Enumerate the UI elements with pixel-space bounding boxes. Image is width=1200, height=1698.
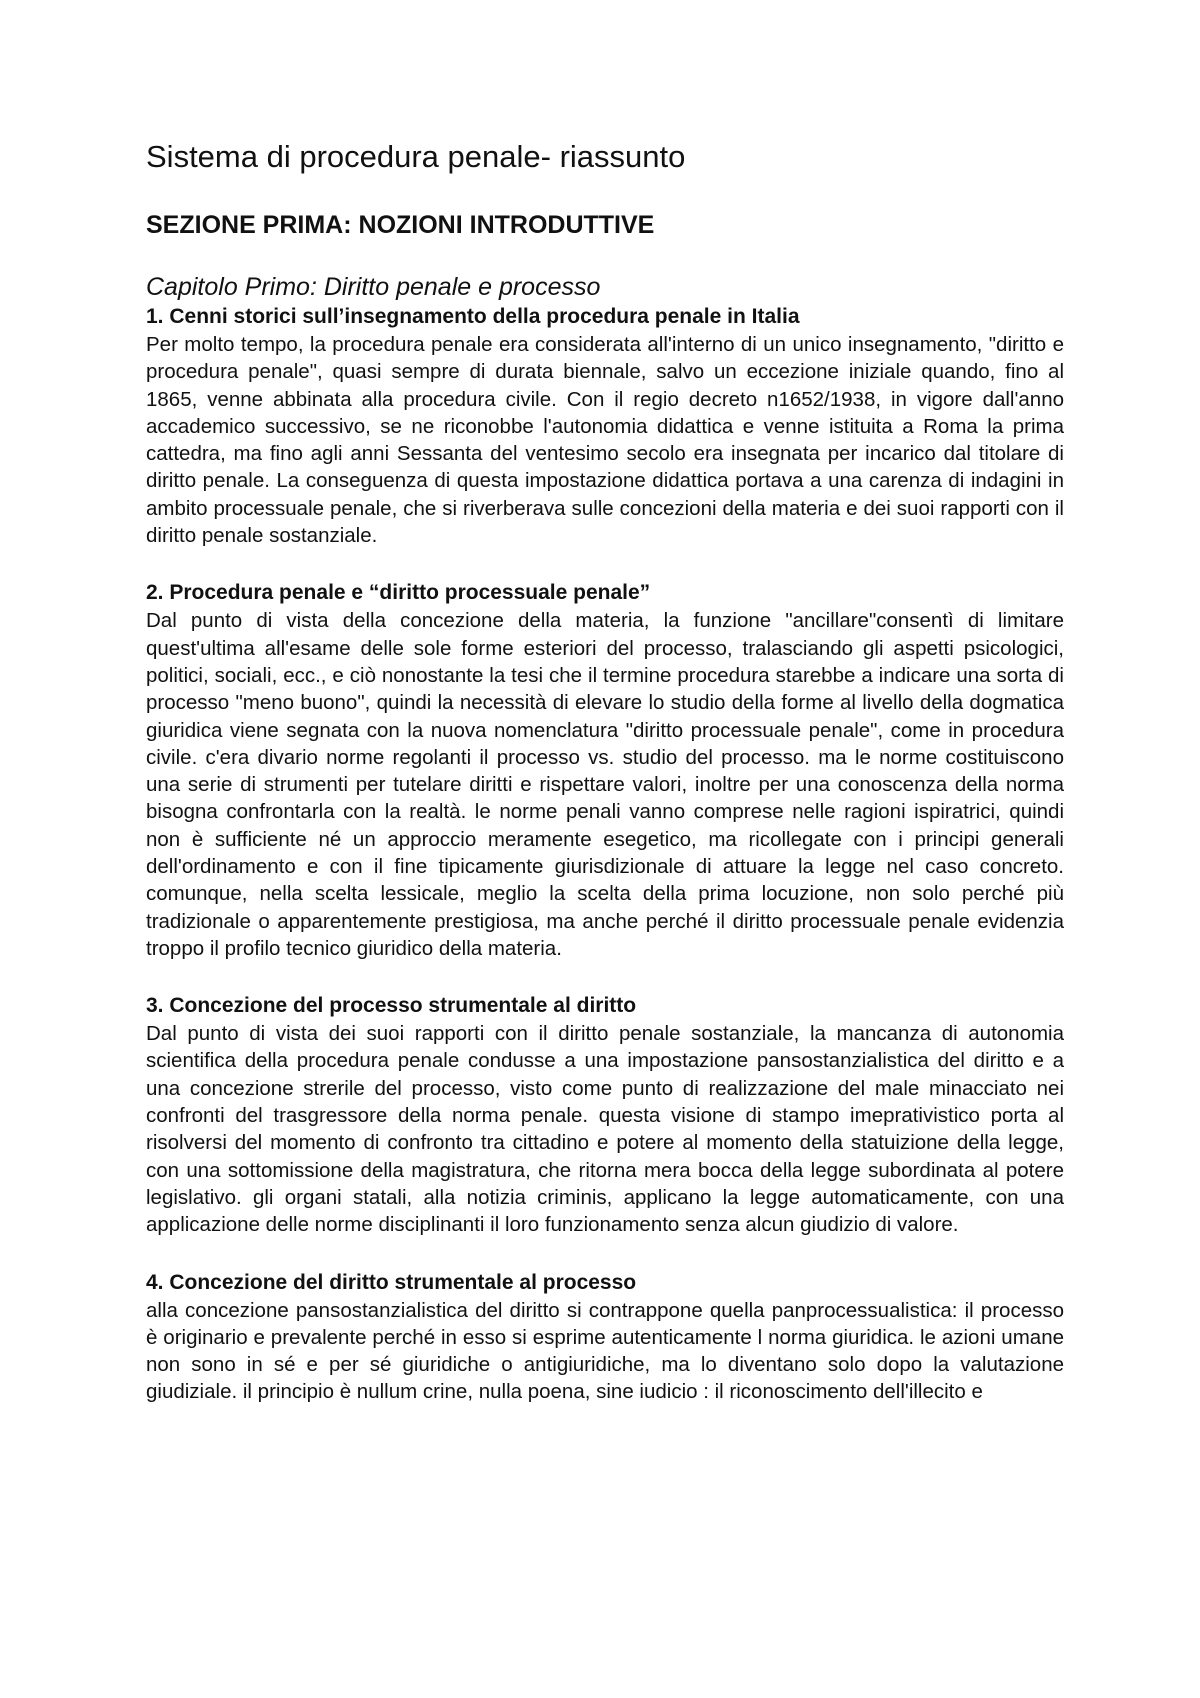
section-paragraph: Dal punto di vista dei suoi rapporti con il diritto penale sostanziale, la mancanza di autonomia scientifica della procedura penale condusse a una impostazione pansostanzialistica del diritto e a una concezione strerile del processo, visto come punto di realizzazione del male minacciato nei confronti del trasgressore della norma penale. questa visione di stampo imeprativistico porta al risolversi del momento di confronto tra cittadino e potere al momento della statuizione della legge, con una sottomissione della magistratura, che ritorna mera bocca della legge subordinata al potere legislativo. gli organi statali, alla notizia criminis, applicano la legge automaticamente, con una applicazione delle norme disciplinanti il loro funzionamento senza alcun giudizio di valore. — [146, 1022, 1064, 1237]
part-heading: SEZIONE PRIMA: NOZIONI INTRODUTTIVE — [146, 211, 655, 240]
section-1 — [146, 303, 1064, 549]
section-2 — [146, 579, 1064, 962]
section-heading: 4. Concezione del diritto strumentale al processo — [146, 1270, 637, 1294]
chapter-heading: Capitolo Primo: Diritto penale e processo — [146, 273, 601, 302]
section-heading: 2. Procedura penale e “diritto processuale penale” — [146, 581, 651, 605]
section-paragraph: Per molto tempo, la procedura penale era considerata all'interno di un unico insegnamento, "diritto e procedura penale", quasi sempre di durata biennale, salvo un eccezione iniziale quando, fino al 1865, venne abbinata alla procedura civile. Con il regio decreto n1652/1938, in vigore dall'anno accademico successivo, se ne riconobbe l'autonomia didattica e venne istituita a Roma la prima cattedra, ma fino agli anni Sessanta del ventesimo secolo era insegnata per incarico dal titolare di diritto penale. La conseguenza di questa impostazione didattica portava a una carenza di indagini in ambito processuale penale, che si riverberava sulle concezioni della materia e dei suoi rapporti con il diritto penale sostanziale. — [146, 332, 1064, 548]
section-3 — [146, 992, 1064, 1238]
section-heading: 3. Concezione del processo strumentale al diritto — [146, 994, 637, 1018]
section-4 — [146, 1269, 1064, 1406]
section-heading: 1. Cenni storici sull’insegnamento della procedura penale in Italia — [146, 304, 800, 328]
document-title: Sistema di procedura penale- riassunto — [146, 139, 686, 174]
section-paragraph: Dal punto di vista della concezione della materia, la funzione "ancillare"consentì di limitare quest'ultima all'esame delle sole forme esteriori del processo, tralasciando gli aspetti psicologici, politici, sociali, ecc., e ciò nonostante la tesi che il termine procedura starebbe a indicare una sorta di processo "meno buono", quindi la necessità di elevare lo studio della forme al livello della dogmatica giuridica viene segnata con la nuova nomenclatura "diritto processuale penale", come in procedura civile. c'era divario norme regolanti il processo vs. studio del processo. ma le norme costituiscono una serie di strumenti per tutelare diritti e rispettare valori, inoltre per una conoscenza della norma bisogna confrontarla con la realtà. le norme penali vanno comprese nelle ragioni ispiratrici, quindi non è sufficiente né un approccio meramente esegetico, ma ricollegate con i principi generali dell'ordinamento e con il fine tipicamente giurisdizionale di attuare la legge nel caso concreto. comunque, nella scelta lessicale, meglio la scelta della prima locuzione, non solo perché più tradizionale o apparentemente prestigiosa, ma anche perché il diritto processuale penale evidenzia troppo il profilo tecnico giuridico della materia. — [146, 609, 1064, 960]
section-paragraph: alla concezione pansostanzialistica del diritto si contrappone quella panprocessualistica: il processo è originario e prevalente perché in esso si esprime autenticamente l norma giuridica. le azioni umane non sono in sé e per sé giuridiche o antigiuridiche, ma lo diventano solo dopo la valutazione giudiziale. il principio è nullum crine, nulla poena, sine iudicio : il riconoscimento dell'illecito e — [146, 1298, 1064, 1404]
document-page — [146, 138, 1064, 1436]
